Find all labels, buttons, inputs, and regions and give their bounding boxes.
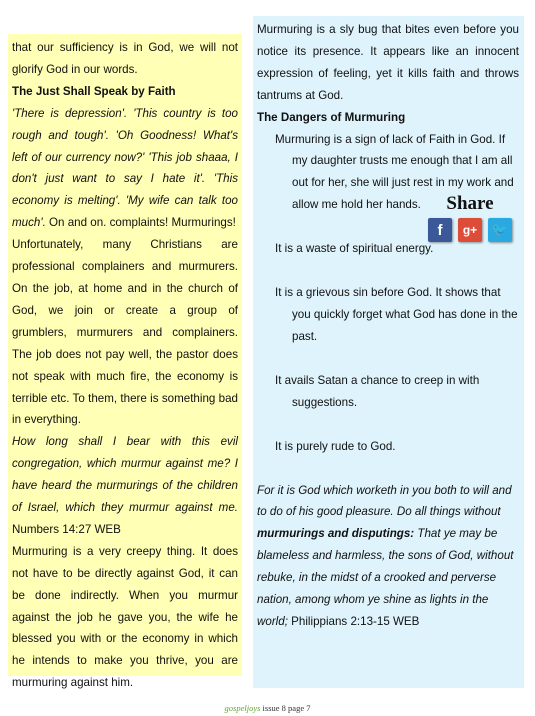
page-footer	[0, 703, 535, 713]
scripture-numbers-text: How long shall I bear with this evil congregation, which murmur against me? I have heard the murmurings of the children of Israel, which they murmur against me.	[12, 435, 238, 515]
heading-dangers: The Dangers of Murmuring	[257, 110, 406, 124]
paragraph-complaints	[12, 103, 238, 234]
danger-item-1: Murmuring is a sign of lack of Faith in God. If my daughter trusts me enough that I am all out for her, she will just rest in my work and allow me hold her hands.	[275, 132, 514, 212]
scripture-numbers-ref: Numbers 14:27 WEB	[12, 522, 121, 536]
share-icons	[420, 218, 520, 242]
footer-brand: gospeljoys	[224, 703, 261, 713]
facebook-icon[interactable]: f	[428, 218, 452, 242]
share-title: Share	[446, 193, 494, 214]
left-column	[8, 34, 242, 690]
share-widget	[420, 193, 520, 242]
scripture-philippians-part2: That ye may be blameless and harmless, the sons of God, without rebuke, in the midst of a crooked and perverse nation, among whom ye shine as lights in the world;	[257, 527, 514, 628]
heading-just-shall-speak: The Just Shall Speak by Faith	[12, 84, 176, 98]
paragraph-sly-bug: Murmuring is a sly bug that bites even before you notice its presence. It appears like an innocent expression of feeling, yet it kills faith and throws tantrums at God.	[257, 23, 519, 102]
right-column	[253, 16, 524, 688]
paragraph-professional-complainers: Unfortunately, many Christians are professional complainers and murmurers. On the job, at home and in the church of God, we join or create a group of grumblers, murmurers and complainers. The job does not pay well, the pastor does not speak with much fire, the economy is terrible etc. To them, there is something bad in everything.	[12, 238, 238, 427]
paragraph-creepy-thing: Murmuring is a very creepy thing. It does not have to be directly against God, it can be done indirectly. When you murmur against the job he gave you, the wife he blessed you with or the economy in which he intends to make you thrive, you are murmuring against him.	[12, 544, 238, 690]
google-plus-icon[interactable]: g+	[458, 218, 482, 242]
scripture-philippians-bold: murmurings and disputings:	[257, 527, 415, 541]
twitter-icon[interactable]: 🐦	[488, 218, 512, 242]
danger-item-5: It is purely rude to God.	[275, 439, 396, 453]
footer-page-info: issue 8 page 7	[262, 703, 311, 713]
danger-item-4: It avails Satan a chance to creep in with suggestions.	[275, 373, 480, 409]
complaints-tail: On and on. complaints! Murmurings!	[45, 216, 236, 230]
scripture-philippians-ref: Philippians 2:13-15 WEB	[287, 614, 420, 628]
scripture-numbers	[12, 431, 238, 541]
scripture-philippians-part1: For it is God which worketh in you both to will and to do of his good pleasure. Do all things without	[257, 483, 512, 519]
scripture-philippians	[257, 480, 519, 633]
danger-item-2: It is a waste of spiritual energy.	[275, 242, 434, 256]
complaints-quotes: 'There is depression'. 'This country is too rough and tough'. 'Oh Goodness! What's left of our currency now?' 'This job shaaa, I don't just want to say I hate it'. 'This economy is melting'. 'My wife can talk too much'.	[12, 106, 238, 230]
danger-item-3: It is a grievous sin before God. It shows that you quickly forget what God has done in the past.	[275, 286, 518, 343]
paragraph-intro: that our sufficiency is in God, we will not glorify God in our words.	[12, 41, 238, 76]
